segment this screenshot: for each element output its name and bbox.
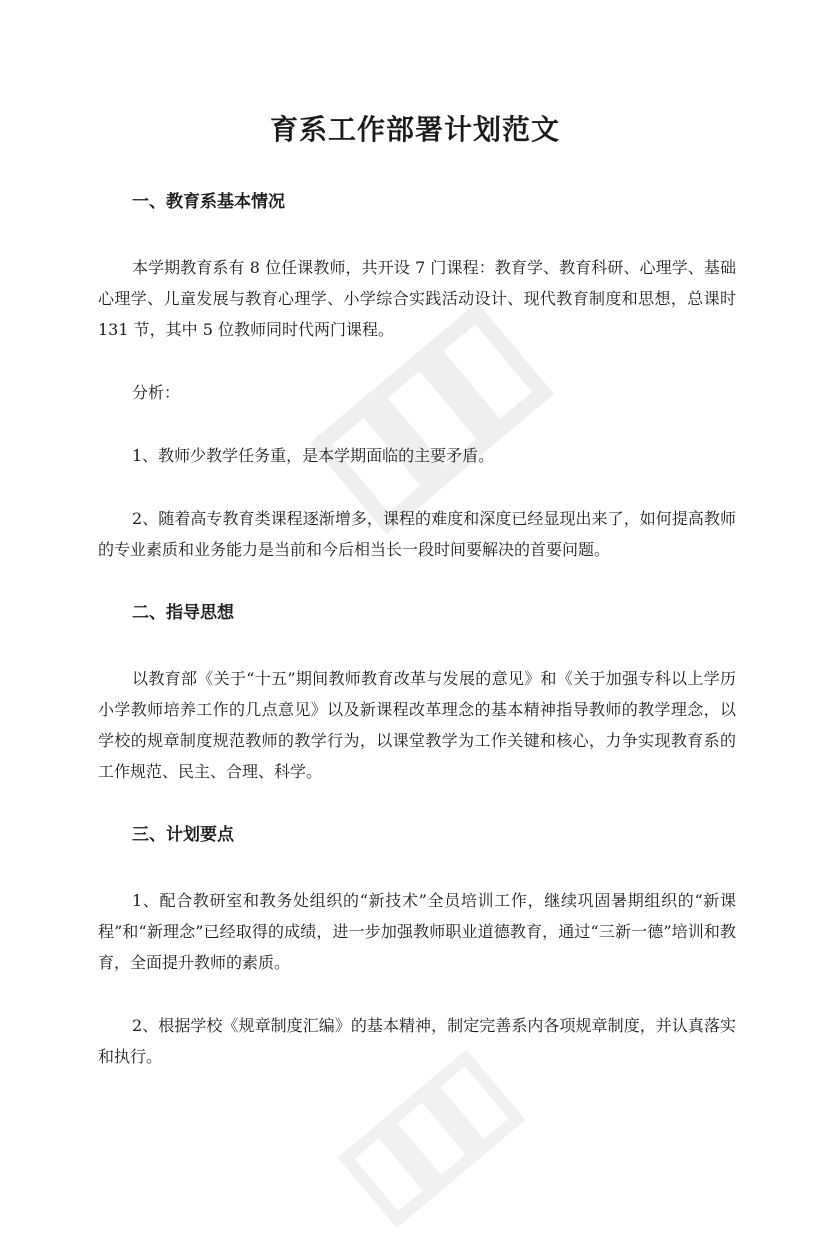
paragraph-plan-point-1: 1、配合教研室和教务处组织的“新技术”全员培训工作，继续巩固暑期组织的“新课程”和“新理念”已经取得的成绩，进一步加强教师职业道德教育，通过“三新一德”培训和教育，全面提升教师的素质。 (98, 891, 736, 972)
paragraph-plan-point-2: 2、根据学校《规章制度汇编》的基本精神，制定完善系内各项规章制度，并认真落实和执行。 (98, 1016, 736, 1066)
paragraph-analysis-2: 2、随着高专教育类课程逐渐增多，课程的难度和深度已经显现出来了，如何提高教师的专业素质和业务能力是当前和今后相当长一段时间要解决的首要问题。 (98, 509, 736, 559)
paragraph-guiding-thought: 以教育部《关于“十五”期间教师教育改革与发展的意见》和《关于加强专科以上学历小学教师培养工作的几点意见》以及新课程改革理念的基本精神指导教师的教学理念，以学校的规章制度规范教师的教学行为，以课堂教学为工作关键和核心，力争实现教育系的工作规范、民主、合理、科学。 (98, 669, 736, 781)
paragraph-analysis-label: 分析： (132, 383, 181, 402)
section-heading-guiding-thought: 二、指导思想 (132, 603, 234, 623)
document-title: 育系工作部署计划范文 (269, 113, 560, 146)
paragraph-basic-info: 本学期教育系有 8 位任课教师，共开设 7 门课程：教育学、教育科研、心理学、基础心理学、儿童发展与教育心理学、小学综合实践活动设计、现代教育制度和思想，总课时 131 节，其中 5 位教师同时代两门课程。 (98, 258, 736, 339)
document-body (98, 186, 736, 1072)
paragraph-analysis-1: 1、教师少教学任务重，是本学期面临的主要矛盾。 (132, 446, 495, 465)
section-heading-plan-points: 三、计划要点 (132, 825, 234, 845)
section-heading-basic-info: 一、教育系基本情况 (132, 192, 285, 212)
